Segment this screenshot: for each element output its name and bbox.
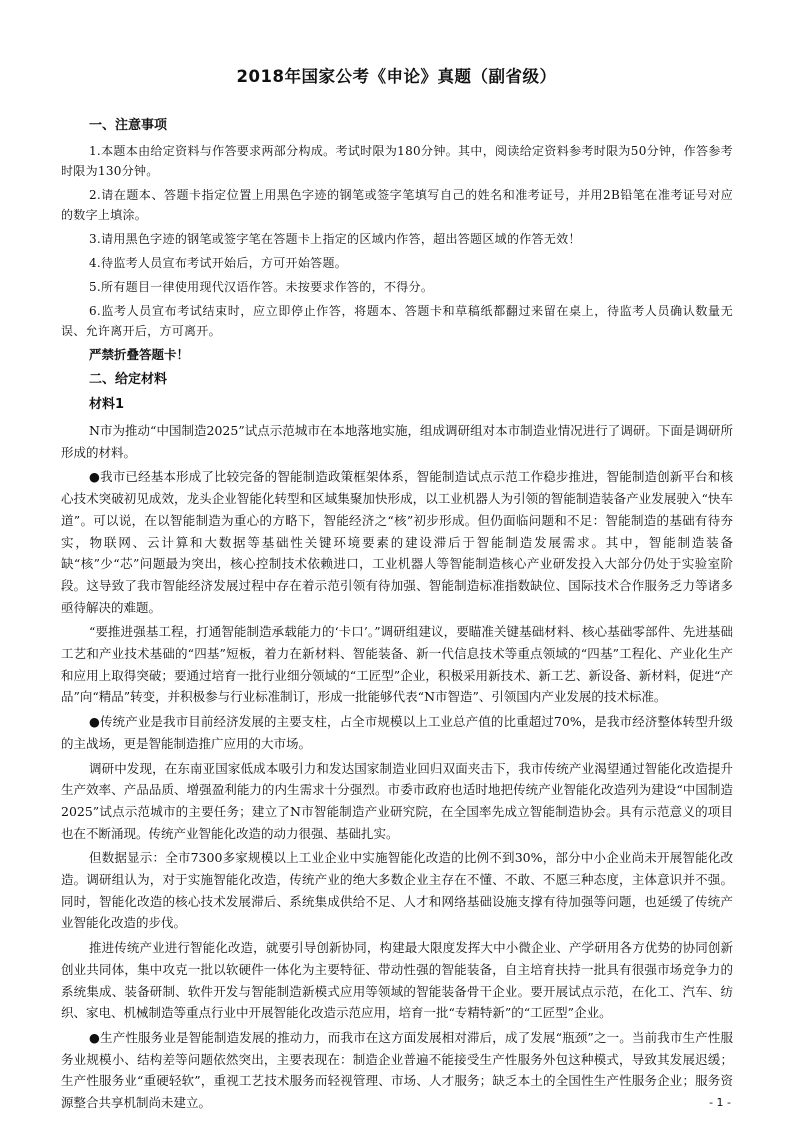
notice-item: 4.待监考人员宣布考试开始后，方可开始答题。: [89, 256, 348, 270]
notice-item: 2.请在题本、答题卡指定位置上用黑色字迹的钢笔或签字笔填写自己的姓名和准考证号，并用2B铅笔在准考证号对应的数字上填涂。: [61, 188, 733, 222]
document-title: 2018年国家公考《申论》真题（副省级）: [236, 67, 557, 86]
material-heading: 材料1: [89, 397, 125, 412]
material-paragraph: 推进传统产业进行智能化改造，就要引导创新协同，构建最大限度发挥大中小微企业、产学研用各方优势的协同创新创业共同体，集中攻克一批以软硬件一体化为主要特征、带动性强的智能装备，自主培育扶持一批具有很强市场竞争力的系统集成、装备研制、软件开发与智能制造新模式应用等领域的智能装备骨干企业。要开展试点示范，在化工、汽车、纺织、家电、机械制造等重点行业中开展智能化改造示范应用，培育一批“专精特新”的“工匠型”企业。: [61, 940, 733, 1021]
material-paragraph: ●生产性服务业是智能制造发展的推动力，而我市在这方面发展相对滞后，成了发展“瓶颈”之一。当前我市生产性服务业规模小、结构差等问题依然突出，主要表现在：制造企业普遍不能接受生产性服务外包这种模式，导致其发展迟缓；生产性服务业“重硬轻软”，重视工艺技术服务而轻视管理、市场、人才服务；缺乏本土的全国性生产性服务企业；服务资源整合共享机制尚未建立。: [61, 1029, 733, 1111]
notice-item: 1.本题本由给定资料与作答要求两部分构成。考试时限为180分钟。其中，阅读给定资料参考时限为50分钟，作答参考时限为130分钟。: [61, 144, 733, 178]
page-number: - 1 -: [709, 1096, 731, 1109]
material-paragraph: 但数据显示：全市7300多家规模以上工业企业中实施智能化改造的比例不到30%，部分中小企业尚未开展智能化改造。调研组认为，对于实施智能化改造，传统产业的绝大多数企业主存在不懂、不敢、不愿三种态度，主体意识并不强。同时，智能化改造的核心技术发展滞后、系统集成供给不足、人才和网络基础设施支撑有待加强等问题，也延缓了传统产业智能化改造的步伐。: [61, 850, 733, 931]
section-heading-materials: 二、给定材料: [89, 372, 168, 387]
material-paragraph: ●传统产业是我市目前经济发展的主要支柱，占全市规模以上工业总产值的比重超过70%，是我市经济整体转型升级的主战场，更是智能制造推广应用的大市场。: [61, 714, 733, 751]
notice-item: 5.所有题目一律使用现代汉语作答。未按要求作答的，不得分。: [89, 280, 434, 294]
material-paragraph: 调研中发现，在东南亚国家低成本吸引力和发达国家制造业回归双面夹击下，我市传统产业渴望通过智能化改造提升生产效率、产品品质、增强盈利能力的内生需求十分强烈。市委市政府也适时地把传统产业智能化改造列为建设“中国制造2025”试点示范城市的主要任务；建立了N市智能制造产业研究院，在全国率先成立智能制造协会。具有示范意义的项目也在不断涌现。传统产业智能化改造的动力很强、基础扎实。: [61, 760, 733, 841]
document-body: [61, 116, 733, 1117]
notice-item: 6.监考人员宣布考试结束时，应立即停止作答，将题本、答题卡和草稿纸都翻过来留在桌上，待监考人员确认数量无误、允许离开后，方可离开。: [61, 304, 733, 338]
warning-text: 严禁折叠答题卡！: [89, 347, 190, 362]
notice-item: 3.请用黑色字迹的钢笔或签字笔在答题卡上指定的区域内作答，超出答题区域的作答无效！: [89, 232, 581, 246]
section-heading-notices: 一、注意事项: [89, 118, 168, 133]
material-paragraph: N市为推动“中国制造2025”试点示范城市在本地落地实施，组成调研组对本市制造业情况进行了调研。下面是调研所形成的材料。: [61, 423, 733, 460]
material-paragraph: “要推进强基工程，打通智能制造承载能力的‘卡口’。”调研组建议，要瞄准关键基础材料、核心基础零部件、先进基础工艺和产业技术基础的“四基”短板，着力在新材料、智能装备、新一代信息技术等重点领域的“四基”工程化、产业化生产和应用上取得突破；要通过培育一批行业细分领域的“工匠型”企业，积极采用新技术、新工艺、新设备、新材料，促进“产品”向“精品”转变，并积极参与行业标准制订，形成一批能够代表“N市智造”、引领国内产业发展的技术标准。: [61, 624, 733, 705]
material-paragraph: ●我市已经基本形成了比较完备的智能制造政策框架体系，智能制造试点示范工作稳步推进，智能制造创新平台和核心技术突破初见成效，龙头企业智能化转型和区域集聚加快形成，以工业机器人为引领的智能制造装备产业发展驶入“快车道”。可以说，在以智能制造为重心的方略下，智能经济之“核”初步形成。但仍面临问题和不足：智能制造的基础有待夯实，物联网、云计算和大数据等基础性关键环境要素的建设滞后于智能制造发展需求。其中，智能制造装备缺“核”少“芯”问题最为突出，核心控制技术依赖进口，工业机器人等智能制造核心产业研发投入大部分仍处于实验室阶段。这导致了我市智能经济发展过程中存在着示范引领有待加强、智能制造标准指数缺位、国际技术合作服务乏力等诸多亟待解决的难题。: [61, 469, 733, 615]
